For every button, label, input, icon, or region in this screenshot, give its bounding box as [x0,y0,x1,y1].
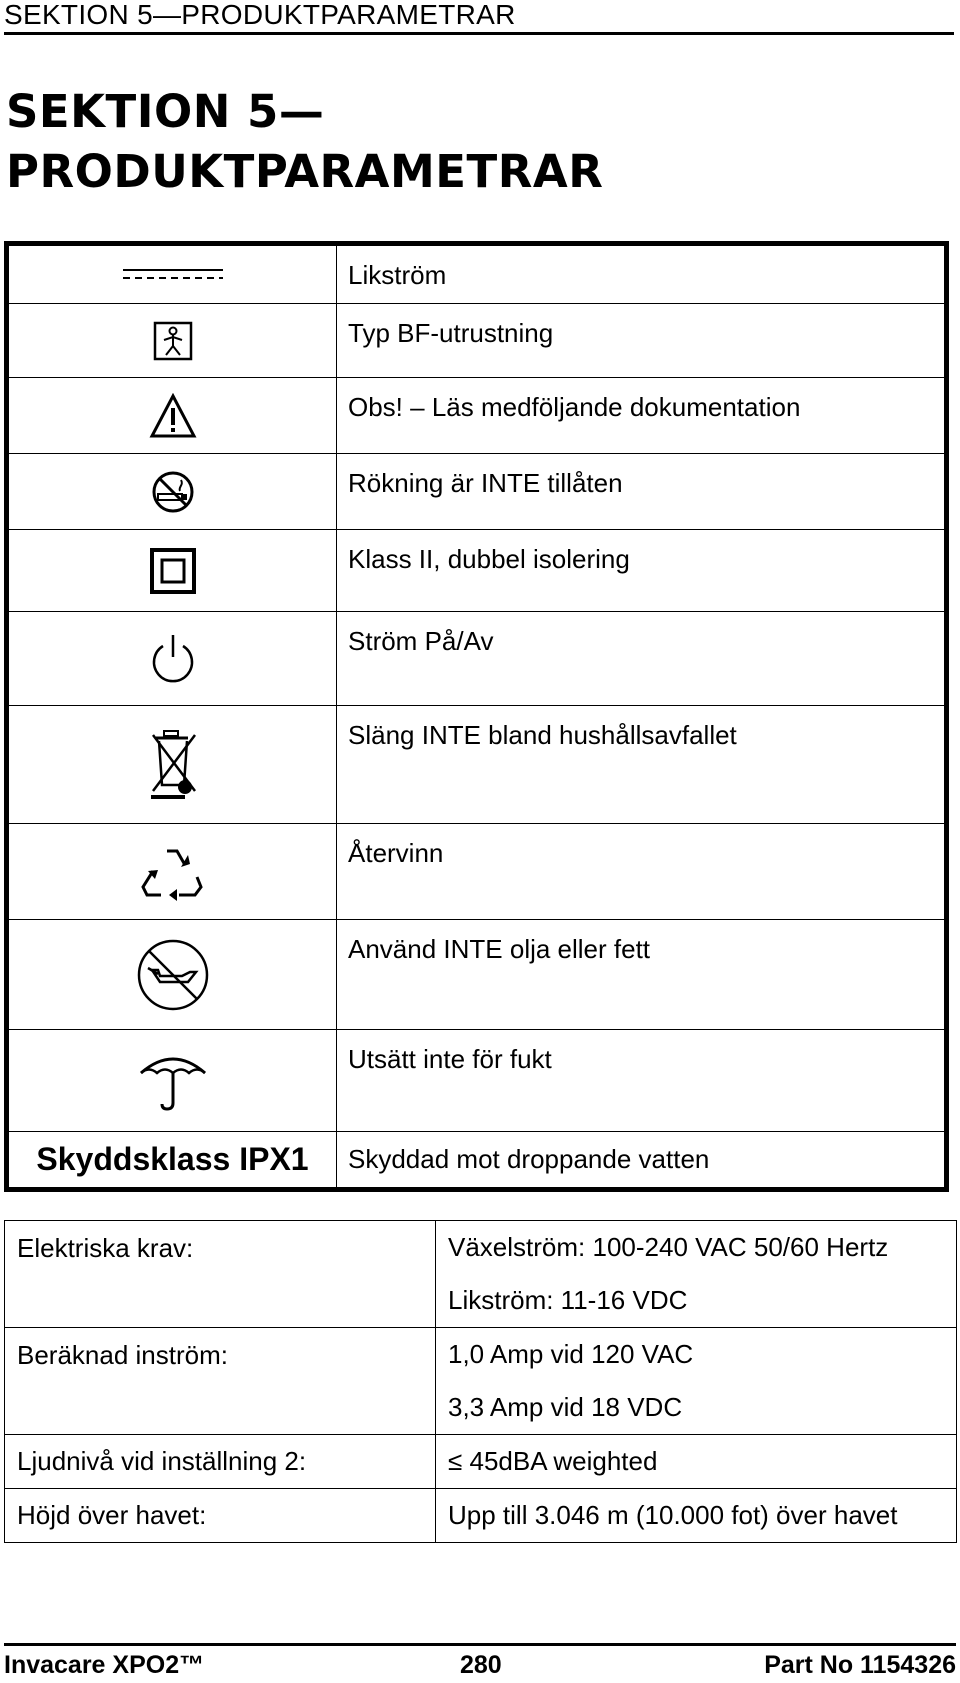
footer-product: Invacare XPO2™ [4,1651,205,1679]
symbol-cell [7,304,337,378]
spec-value: Likström: 11-16 VDC [436,1274,957,1328]
symbol-cell [7,824,337,920]
spec-value: ≤ 45dBA weighted [436,1435,957,1489]
footer-part-number: Part No 1154326 [764,1651,956,1679]
class-ii-double-insulation-icon [150,548,196,594]
spec-key: Ljudnivå vid inställning 2: [5,1435,436,1489]
symbol-description: Återvinn [337,824,947,920]
spec-value: 3,3 Amp vid 18 VDC [436,1381,957,1435]
spec-row [5,1328,957,1382]
symbol-row [7,304,947,378]
spec-value: Växelström: 100-240 VAC 50/60 Hertz [436,1221,957,1275]
symbol-row [7,1132,947,1190]
symbol-description: Släng INTE bland hushållsavfallet [337,706,947,824]
page-title-line-1: SEKTION 5— [6,85,325,138]
symbol-cell [7,454,337,530]
symbol-cell [7,920,337,1030]
umbrella-icon [137,1051,209,1111]
spec-table [4,1220,957,1543]
symbol-row [7,1030,947,1132]
spec-key: Elektriska krav: [5,1221,436,1328]
page-title-line-2: PRODUKTPARAMETRAR [6,145,604,198]
spec-value: Upp till 3.046 m (10.000 fot) över havet [436,1489,957,1543]
symbol-cell [7,378,337,454]
symbol-description: Skyddad mot droppande vatten [337,1132,947,1190]
crossed-out-bin-icon [147,729,199,801]
symbol-description: Typ BF-utrustning [337,304,947,378]
spec-key: Höjd över havet: [5,1489,436,1543]
ipx-rating-label: Skyddsklass IPX1 [7,1132,337,1190]
no-oil-or-grease-icon [136,938,210,1012]
footer-page-number: 280 [460,1651,502,1679]
symbol-description: Obs! – Läs medföljande dokumentation [337,378,947,454]
spec-row [5,1435,957,1489]
symbol-description: Klass II, dubbel isolering [337,530,947,612]
symbol-row [7,378,947,454]
symbol-row [7,612,947,706]
symbol-row [7,244,947,304]
symbol-cell [7,1030,337,1132]
symbol-row [7,454,947,530]
no-smoking-icon [150,469,196,515]
symbol-row [7,706,947,824]
symbol-row [7,920,947,1030]
symbol-description: Rökning är INTE tillåten [337,454,947,530]
symbol-description: Använd INTE olja eller fett [337,920,947,1030]
symbol-description: Utsätt inte för fukt [337,1030,947,1132]
symbol-table [4,241,949,1192]
spec-row [5,1221,957,1275]
symbol-description: Likström [337,244,947,304]
recycle-icon [141,843,205,901]
footer-rule [4,1643,956,1646]
symbol-cell [7,244,337,304]
spec-value: 1,0 Amp vid 120 VAC [436,1328,957,1382]
symbol-row [7,530,947,612]
symbol-cell [7,706,337,824]
type-bf-equipment-icon [153,321,193,361]
spec-key: Beräknad inström: [5,1328,436,1435]
symbol-description: Ström På/Av [337,612,947,706]
page-footer [4,1650,956,1680]
page-title [6,82,906,202]
direct-current-icon [123,265,223,285]
spec-row [5,1489,957,1543]
symbol-cell [7,612,337,706]
power-on-off-icon [149,633,197,685]
symbol-cell [7,530,337,612]
symbol-row [7,824,947,920]
warning-triangle-icon [149,393,197,439]
running-header: SEKTION 5—PRODUKTPARAMETRAR [4,0,954,35]
